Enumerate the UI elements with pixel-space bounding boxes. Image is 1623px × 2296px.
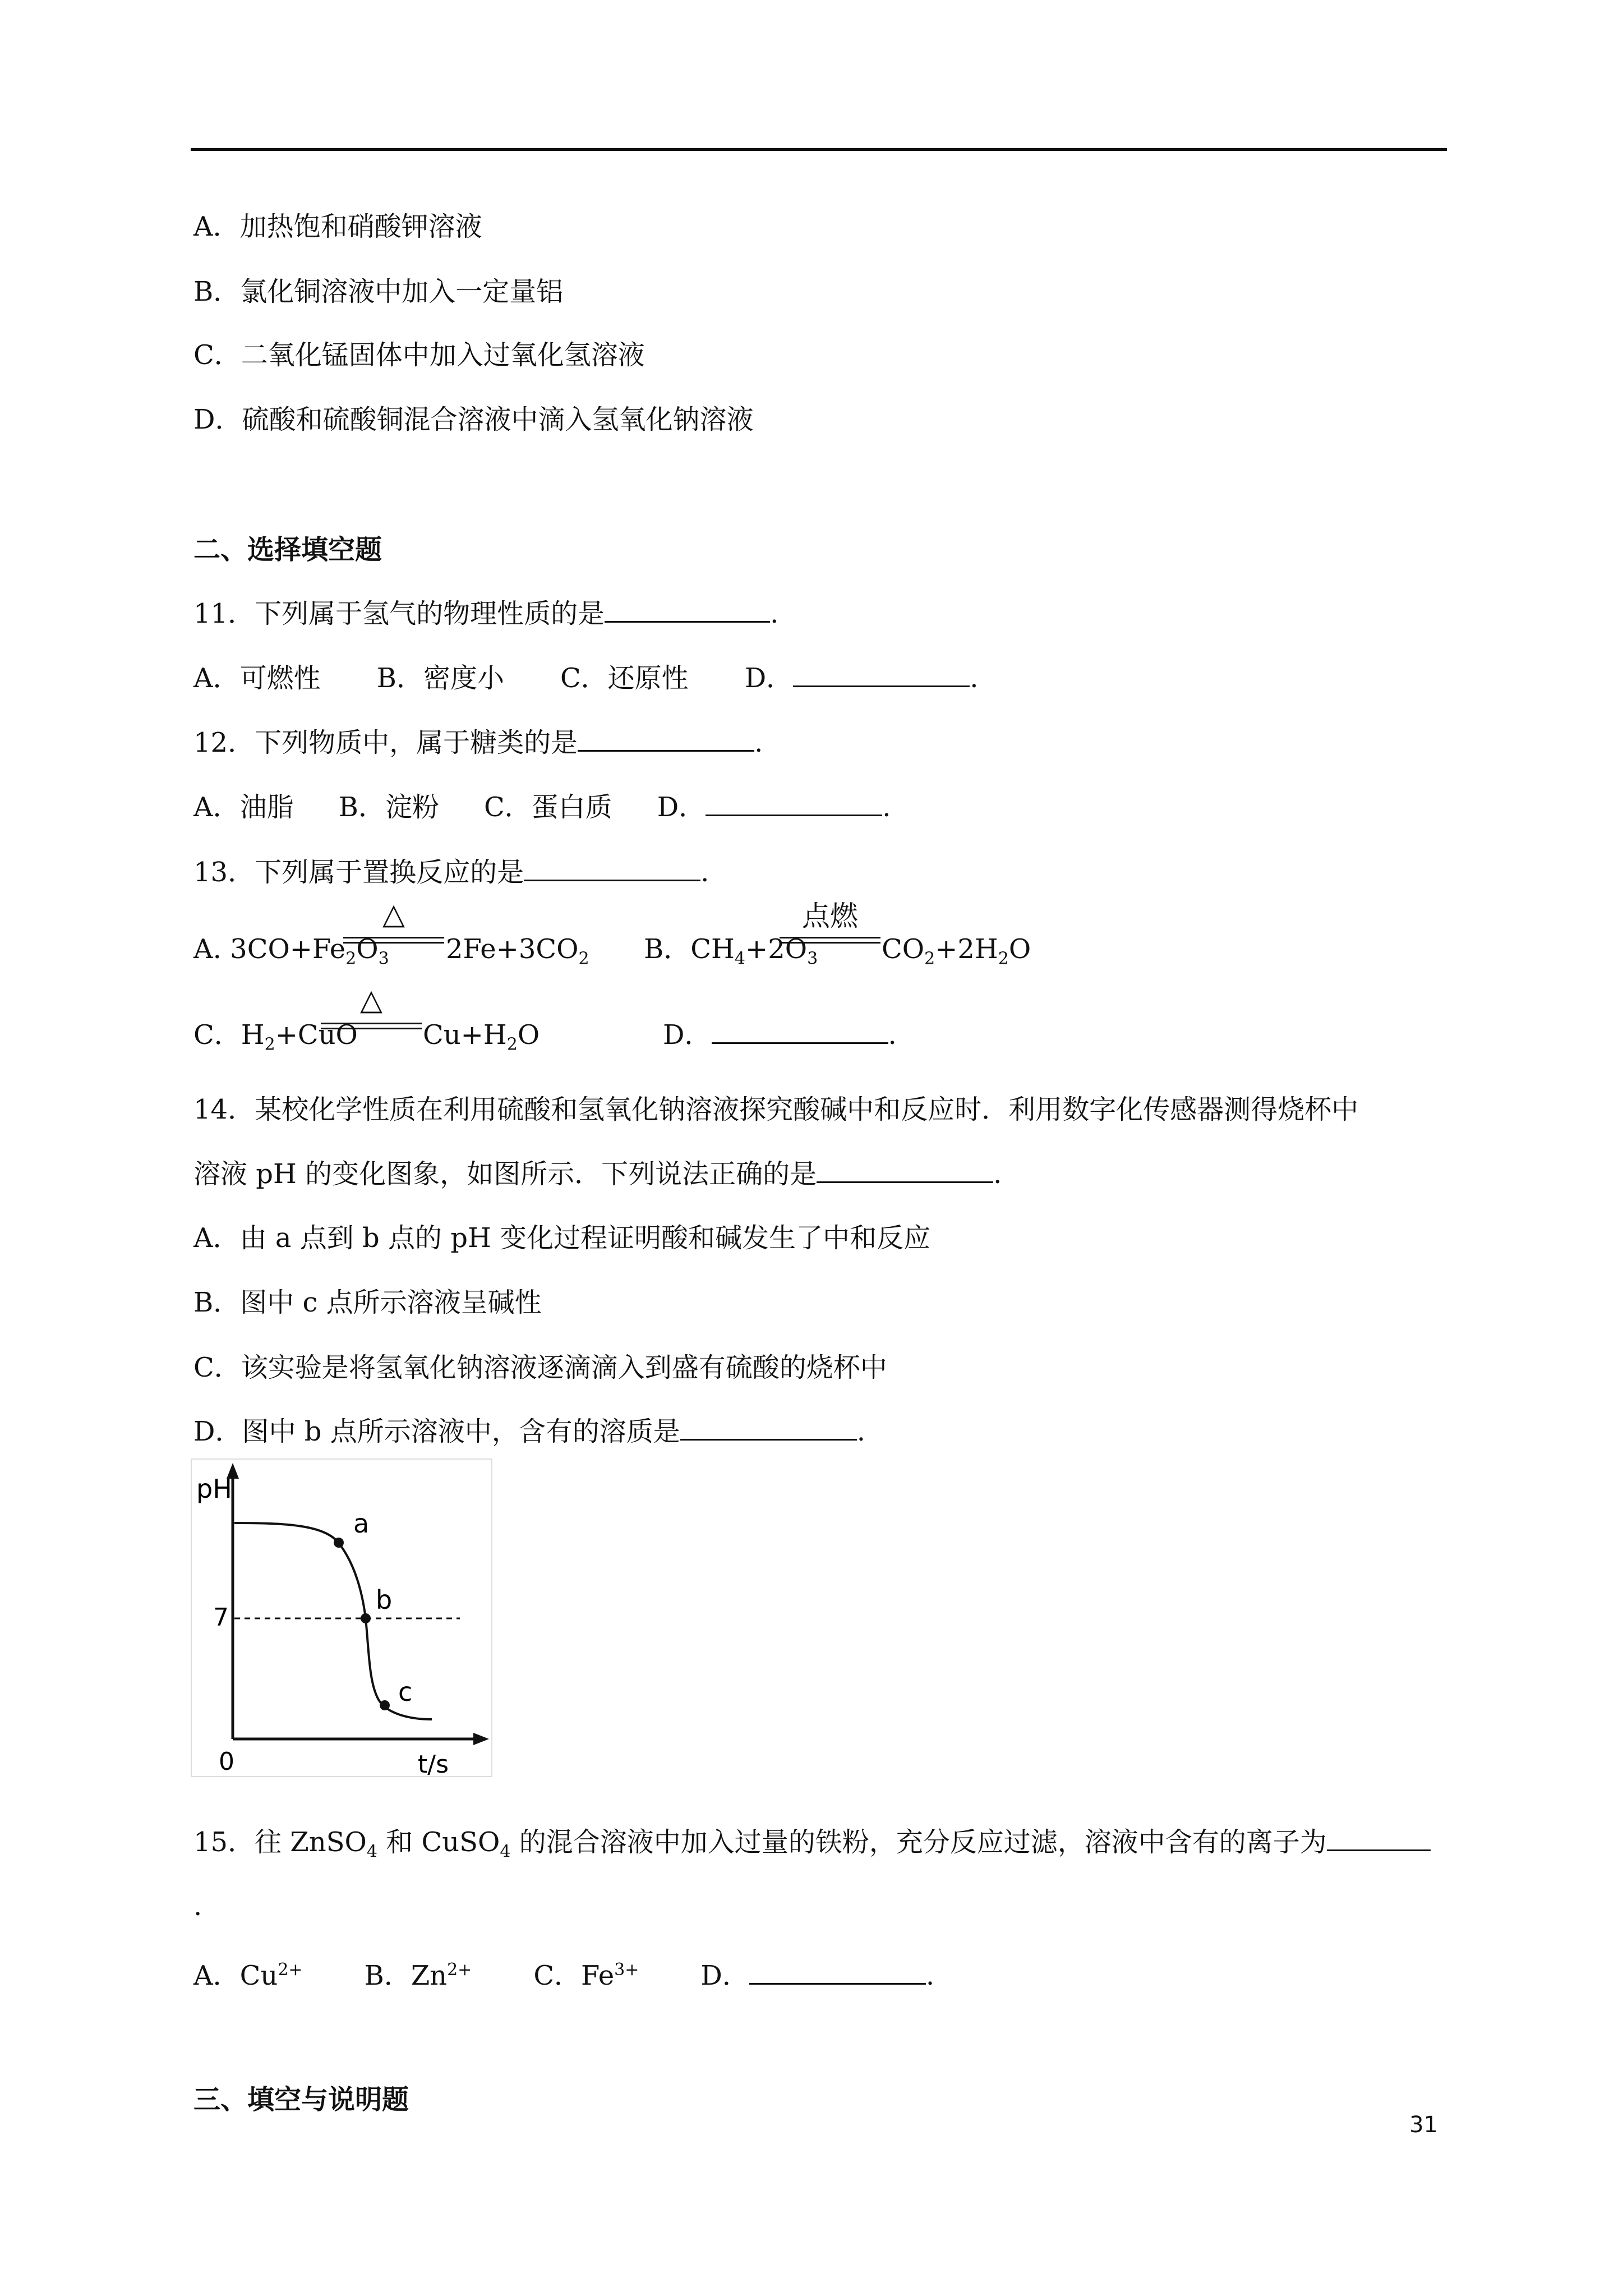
q11-stem: 11．下列属于氢气的物理性质的是 (193, 598, 605, 629)
q14-option-a: A．由 a 点到 b 点的 pH 变化过程证明酸和碱发生了中和反应 (193, 1222, 931, 1254)
heat-triangle-icon: △ (382, 898, 405, 931)
question-13: 13．下列属于置换反应的是 . (193, 854, 709, 890)
q14-option-d-blank[interactable] (680, 1414, 857, 1441)
q13-option-c-left: C．$H_2+CuO$ (193, 1019, 358, 1055)
q10-option-a: A．加热饱和硝酸钾溶液 (193, 211, 482, 242)
q13-c-equals-sign (321, 1023, 422, 1029)
q13-stem: 13．下列属于置换反应的是 (193, 857, 524, 888)
q11-option-d-blank[interactable] (793, 661, 970, 687)
section3-title: 三、填空与说明题 (193, 2084, 409, 2115)
q15-option-a: A．$Cu^{2+}$ (193, 1960, 303, 1991)
origin-label: 0 (219, 1747, 234, 1776)
q13-b-equals-sign (780, 937, 880, 944)
q14-option-c: C．该实验是将氢氧化钠溶液逐滴滴入到盛有硫酸的烧杯中 (193, 1352, 887, 1383)
ignite-condition: 点燃 (802, 900, 858, 932)
q13-option-b-left: B．$CH_4+2O_3$ (644, 933, 818, 969)
ph7-tick-label: 7 (213, 1603, 229, 1632)
q12-option-d: D． (657, 792, 706, 823)
q11-option-c: C．还原性 (560, 662, 689, 694)
q10-option-d: D．硫酸和硫酸铜混合溶液中滴入氢氧化钠溶液 (193, 404, 754, 435)
y-axis-label: pH (196, 1474, 232, 1504)
q15-options: A．$Cu^{2+}$ B．$Zn^{2+}$ C．$Fe^{3+}$ D． . (193, 1952, 934, 1994)
q13-answer-blank[interactable] (524, 855, 700, 881)
q11-option-a: A．可燃性 (193, 662, 321, 694)
q13-option-a-right: $2Fe+3CO_2$ (446, 933, 589, 969)
q15-option-d-blank[interactable] (749, 1958, 926, 1985)
q15-option-d: D． (700, 1960, 749, 1991)
question-15: 15．往 ZnSO$_4$ 和 CuSO$_4$ 的混合溶液中加入过量的铁粉，充分反应过滤，溶液中含有的离子为 (193, 1824, 1431, 1870)
q12-stem: 12．下列物质中，属于糖类的是 (193, 727, 578, 758)
q12-option-b: B．淀粉 (338, 792, 439, 823)
page-number: 31 (1409, 2112, 1438, 2138)
q12-option-d-blank[interactable] (706, 790, 882, 816)
q14-option-d: D．图中 b 点所示溶液中，含有的溶质是 (193, 1416, 680, 1447)
q14-answer-blank[interactable] (817, 1157, 993, 1183)
q13-option-a-left: A. $3CO+Fe_2O_3$ (193, 933, 389, 969)
q13-option-b-right: $CO_2+2H_2O$ (882, 933, 1031, 969)
q13-option-d-blank[interactable] (712, 1018, 888, 1044)
question-12: 12．下列物质中，属于糖类的是 . (193, 725, 763, 761)
section2-title: 二、选择填空题 (193, 534, 382, 565)
point-a-label: a (353, 1508, 370, 1539)
q13-option-d: D． . (663, 1017, 897, 1053)
q15-option-b: B．$Zn^{2+}$ (364, 1960, 472, 1991)
q11-option-d: D． (744, 662, 794, 694)
question-14-option-d: D．图中 b 点所示溶液中，含有的溶质是 . (193, 1414, 865, 1450)
ph-titration-graph (191, 1458, 494, 1778)
q11-answer-blank[interactable] (605, 596, 770, 623)
q11-option-b: B．密度小 (376, 662, 504, 694)
q12-option-c: C．蛋白质 (483, 792, 612, 823)
question-11: 11．下列属于氢气的物理性质的是 . (193, 596, 778, 632)
header-rule (191, 148, 1447, 151)
q10-option-c: C．二氧化锰固体中加入过氧化氢溶液 (193, 339, 645, 371)
point-a-marker (334, 1538, 344, 1548)
q12-option-a: A．油脂 (193, 792, 294, 823)
point-b-label: b (376, 1585, 393, 1615)
q12-answer-blank[interactable] (578, 725, 754, 752)
q14-stem-line2: 溶液 pH 的变化图象，如图所示．下列说法正确的是 (193, 1158, 817, 1190)
q11-options: A．可燃性 B．密度小 C．还原性 D． . (193, 660, 978, 696)
q10-option-b: B．氯化铜溶液中加入一定量铝 (193, 276, 564, 307)
point-c-label: c (398, 1677, 413, 1707)
q12-options: A．油脂 B．淀粉 C．蛋白质 D． . (193, 789, 891, 825)
q15-trailing-dot: . (193, 1890, 202, 1922)
q15-answer-blank[interactable] (1327, 1825, 1431, 1851)
x-axis-label: t/s (418, 1750, 449, 1778)
q13-option-c-right: $Cu+H_2O$ (423, 1019, 540, 1055)
question-14: 溶液 pH 的变化图象，如图所示．下列说法正确的是 . (193, 1156, 1002, 1192)
q14-stem-line1: 14．某校化学性质在利用硫酸和氢氧化钠溶液探究酸碱中和反应时．利用数字化传感器测得烧杯中 (193, 1094, 1359, 1125)
point-b-marker (361, 1613, 371, 1623)
q13-a-equals-sign (343, 937, 444, 944)
q14-option-b: B．图中 c 点所示溶液呈碱性 (193, 1287, 542, 1318)
point-c-marker (380, 1700, 390, 1710)
heat-triangle-icon: △ (360, 983, 382, 1017)
q15-option-c: C．$Fe^{3+}$ (533, 1960, 639, 1991)
